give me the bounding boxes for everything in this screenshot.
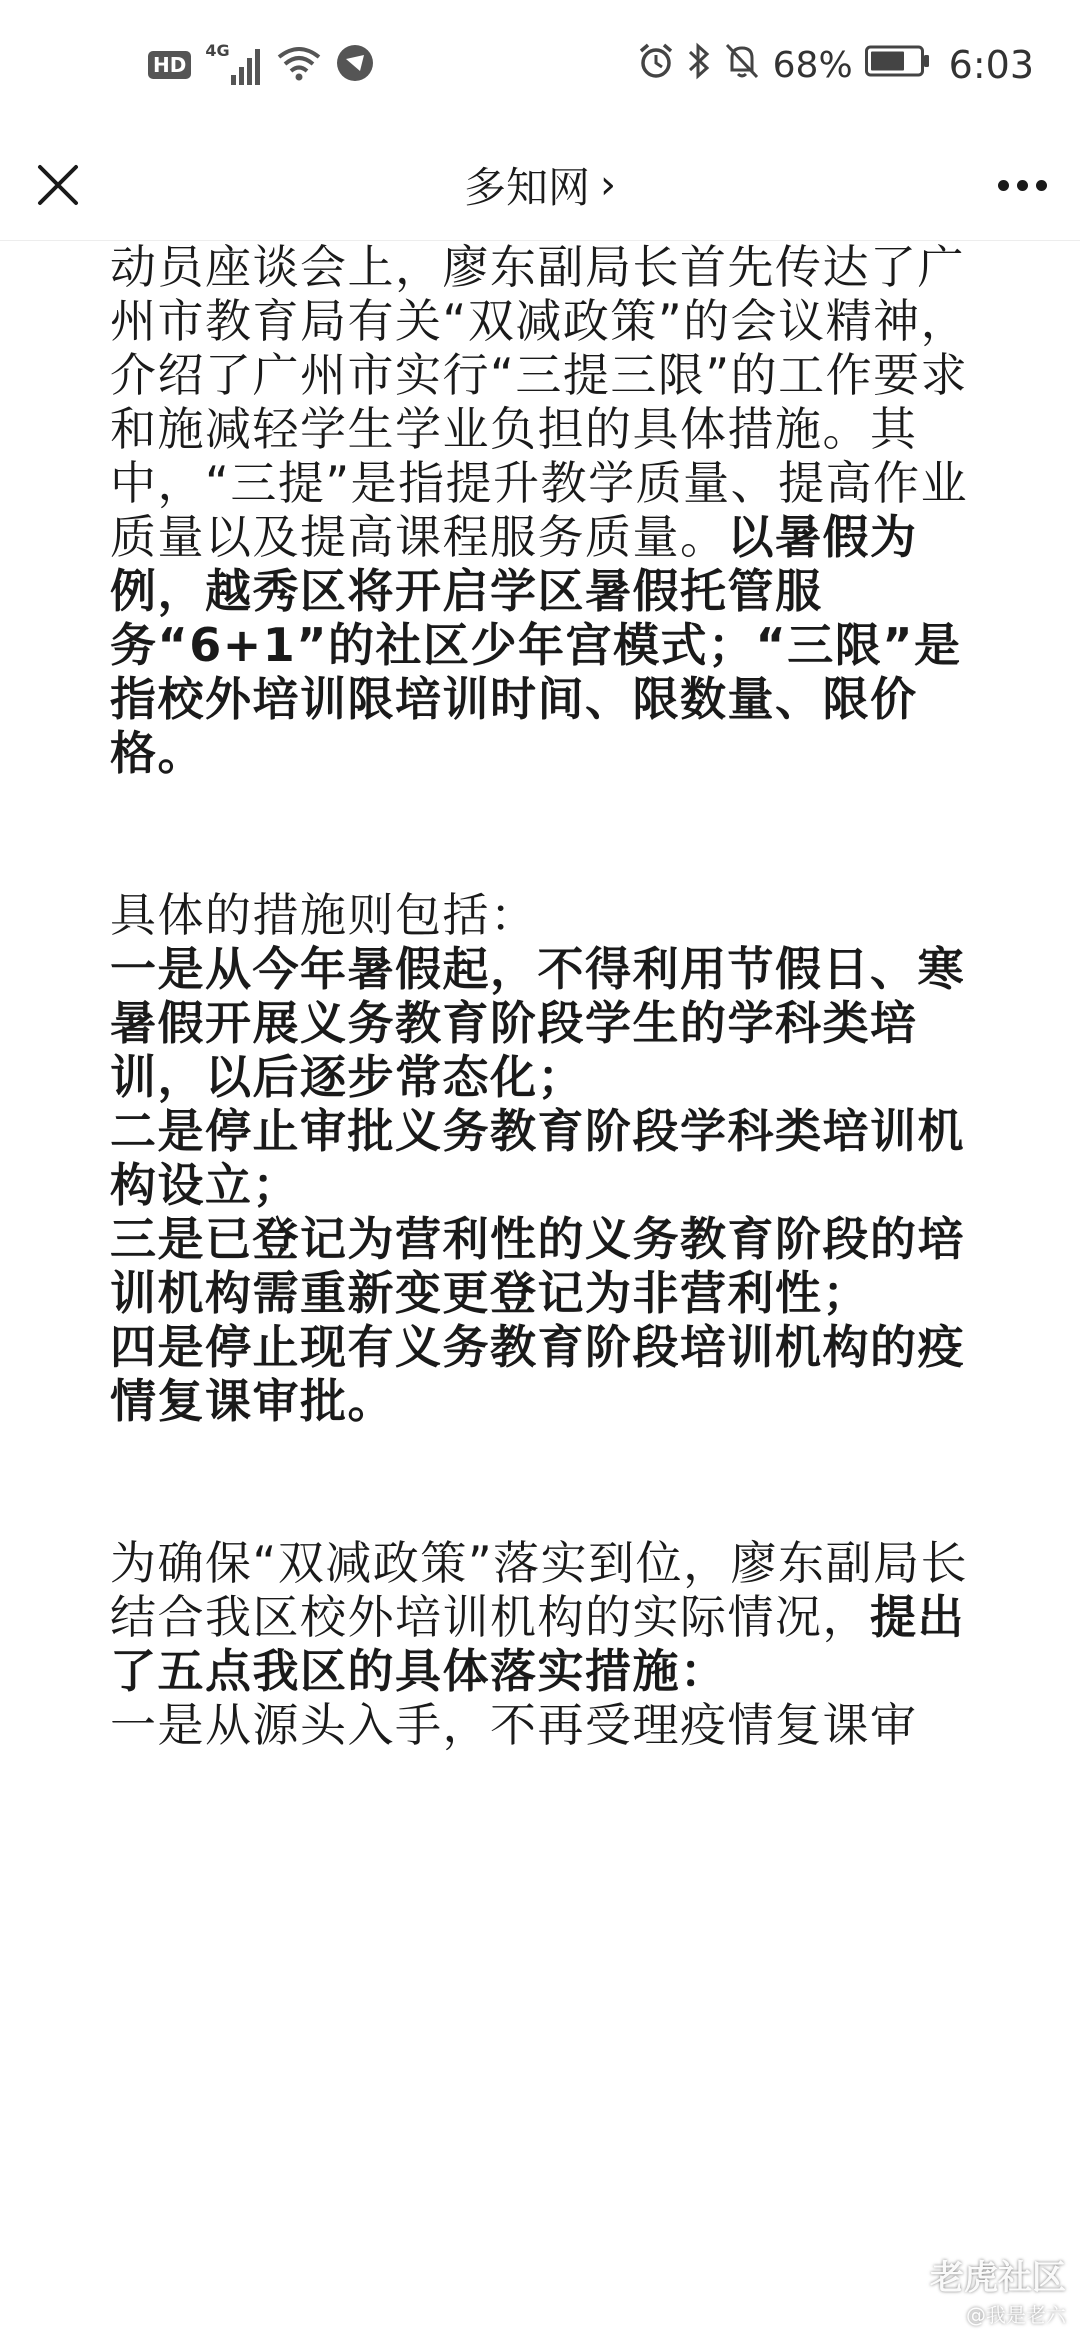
paragraph-1-text: 动员座谈会上，廖东副局长首先传达了广州市教育局有关“双减政策”的会议精神，介绍了广州市实行“三提三限”的工作要求和施减轻学生学业负担的具体措施。其中，“三提”是指提升教学质量、提高作业质量以及提高课程服务质量。 — [110, 240, 969, 564]
clock: 6:03 — [948, 43, 1034, 87]
watermark-main-text: 老虎社区 — [930, 2258, 1066, 2298]
paragraph-4-partial: 一是从源头入手，不再受理疫情复课审 — [110, 1698, 918, 1752]
chevron-right-icon: › — [600, 162, 616, 208]
network-type-label: 4G — [205, 41, 230, 60]
measure-item-4: 四是停止现有义务教育阶段培训机构的疫情复课审批。 — [110, 1320, 965, 1428]
measure-item-2: 二是停止审批义务教育阶段学科类培训机构设立； — [110, 1104, 965, 1212]
measure-item-3: 三是已登记为营利性的义务教育阶段的培训机构需重新变更登记为非营利性； — [110, 1212, 965, 1320]
watermark-main — [890, 2250, 1066, 2299]
wifi-icon — [277, 45, 321, 85]
battery-percent: 68% — [772, 44, 853, 86]
paragraph-gap — [110, 1428, 990, 1536]
paragraph-3-bold: 提出了五点我区的具体落实措施： — [110, 1590, 965, 1698]
paragraph-gap — [110, 780, 990, 888]
watermark-sub: @我是老六 — [966, 2303, 1066, 2327]
nav-title-text: 多知网 — [463, 163, 590, 212]
status-left-icons — [148, 42, 375, 88]
paragraph-3-text: 为确保“双减政策”落实到位，廖东副局长结合我区校外培训机构的实际情况， — [110, 1536, 969, 1644]
measure-item-1: 一是从今年暑假起，不得利用节假日、寒暑假开展义务教育阶段学生的学科类培训，以后逐步常态化； — [110, 942, 965, 1104]
alarm-icon — [637, 42, 675, 89]
more-dot — [1017, 180, 1028, 191]
more-dot — [1036, 180, 1047, 191]
account-title-link[interactable] — [0, 130, 1080, 240]
status-right-icons — [637, 40, 1034, 90]
hd-icon: HD — [148, 51, 191, 79]
watermark — [890, 2250, 1066, 2328]
signal-icon — [205, 41, 263, 85]
paragraph-3 — [110, 1536, 990, 1698]
more-dot — [998, 180, 1009, 191]
mute-icon — [723, 41, 761, 90]
article-body — [110, 240, 990, 1752]
watermark-logo-icon — [890, 2258, 924, 2292]
battery-icon — [865, 44, 931, 87]
bluetooth-icon — [687, 41, 711, 90]
app-notification-icon — [335, 43, 375, 87]
paragraph-1 — [110, 240, 990, 780]
paragraph-1-bold: 以暑假为例，越秀区将开启学区暑假托管服务“6+1”的社区少年宫模式；“三限”是指校外培训限培训时间、限数量、限价格。 — [110, 510, 962, 780]
measures-intro: 具体的措施则包括： — [110, 888, 538, 942]
status-bar — [0, 0, 1080, 130]
nav-bar — [0, 130, 1080, 241]
more-button[interactable] — [992, 160, 1052, 210]
